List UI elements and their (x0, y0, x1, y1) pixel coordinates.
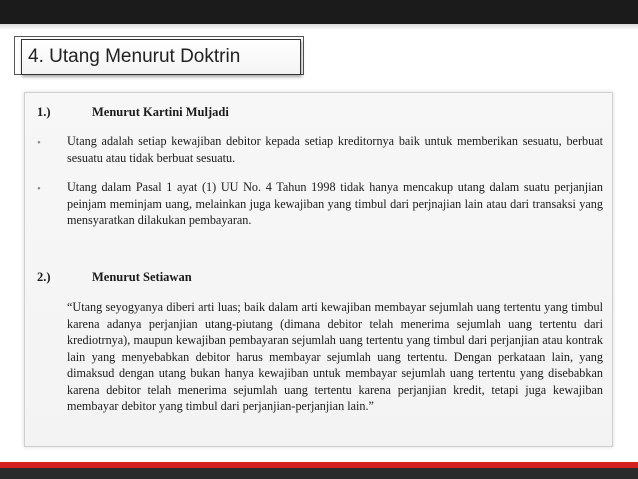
section-1 (25, 93, 614, 253)
bullet-2-dot: • (37, 183, 41, 195)
section-2-quote: “Utang seyogyanya diberi arti luas; baik dalam arti kewajiban membayar sejumlah uang tertentu yang timbul karena adanya perjanjian utang-piutang (dimana debitor telah menerima sejumlah uang tertentu dari krediotrnya), maupun kewajiban pembayaran sejumlah uang tertentu yang timbul dari perjanjian atau kontrak lain yang menyebabkan debitor harus membayar sejumlah uang tertentu. Dengan perkataan lain, yang dimaksud dengan utang bukan hanya kewajiban untuk membayar sejumlah uang tertentu yang disebabkan karena debitor telah menerima sejumlah uang tertentu karena perjanjian kredit, tetapi juga kewajiban membayar debitor yang timbul dari perjanjian-perjanjian lain.” (67, 300, 603, 413)
section-2-number: 2.) (37, 270, 51, 284)
section-2 (25, 263, 614, 443)
title-box (21, 39, 301, 75)
section-1-heading: Menurut Kartini Muljadi (92, 105, 229, 119)
bullet-1-dot: • (37, 137, 41, 149)
bottom-bar (0, 468, 638, 479)
section-1-bullet-1: Utang adalah setiap kewajiban debitor kepada setiap kreditornya baik untuk memberikan sesuatu, berbuat sesuatu atau tidak berbuat sesuatu. (67, 134, 603, 165)
top-stripe (0, 24, 638, 30)
section-1-number: 1.) (37, 105, 51, 119)
section-2-heading: Menurut Setiawan (92, 270, 192, 284)
section-1-bullet-2: Utang dalam Pasal 1 ayat (1) UU No. 4 Tahun 1998 tidak hanya mencakup utang dalam suatu perjanjian peinjam meminjam uang, melainkan juga kewajiban yang timbul dari perjnajian lain atau dari transaksi yang mensyaratkan dilakukan pembayaran. (67, 180, 603, 227)
top-bar (0, 0, 638, 24)
content-panel (24, 92, 613, 447)
slide-title: 4. Utang Menurut Doktrin (28, 46, 241, 67)
